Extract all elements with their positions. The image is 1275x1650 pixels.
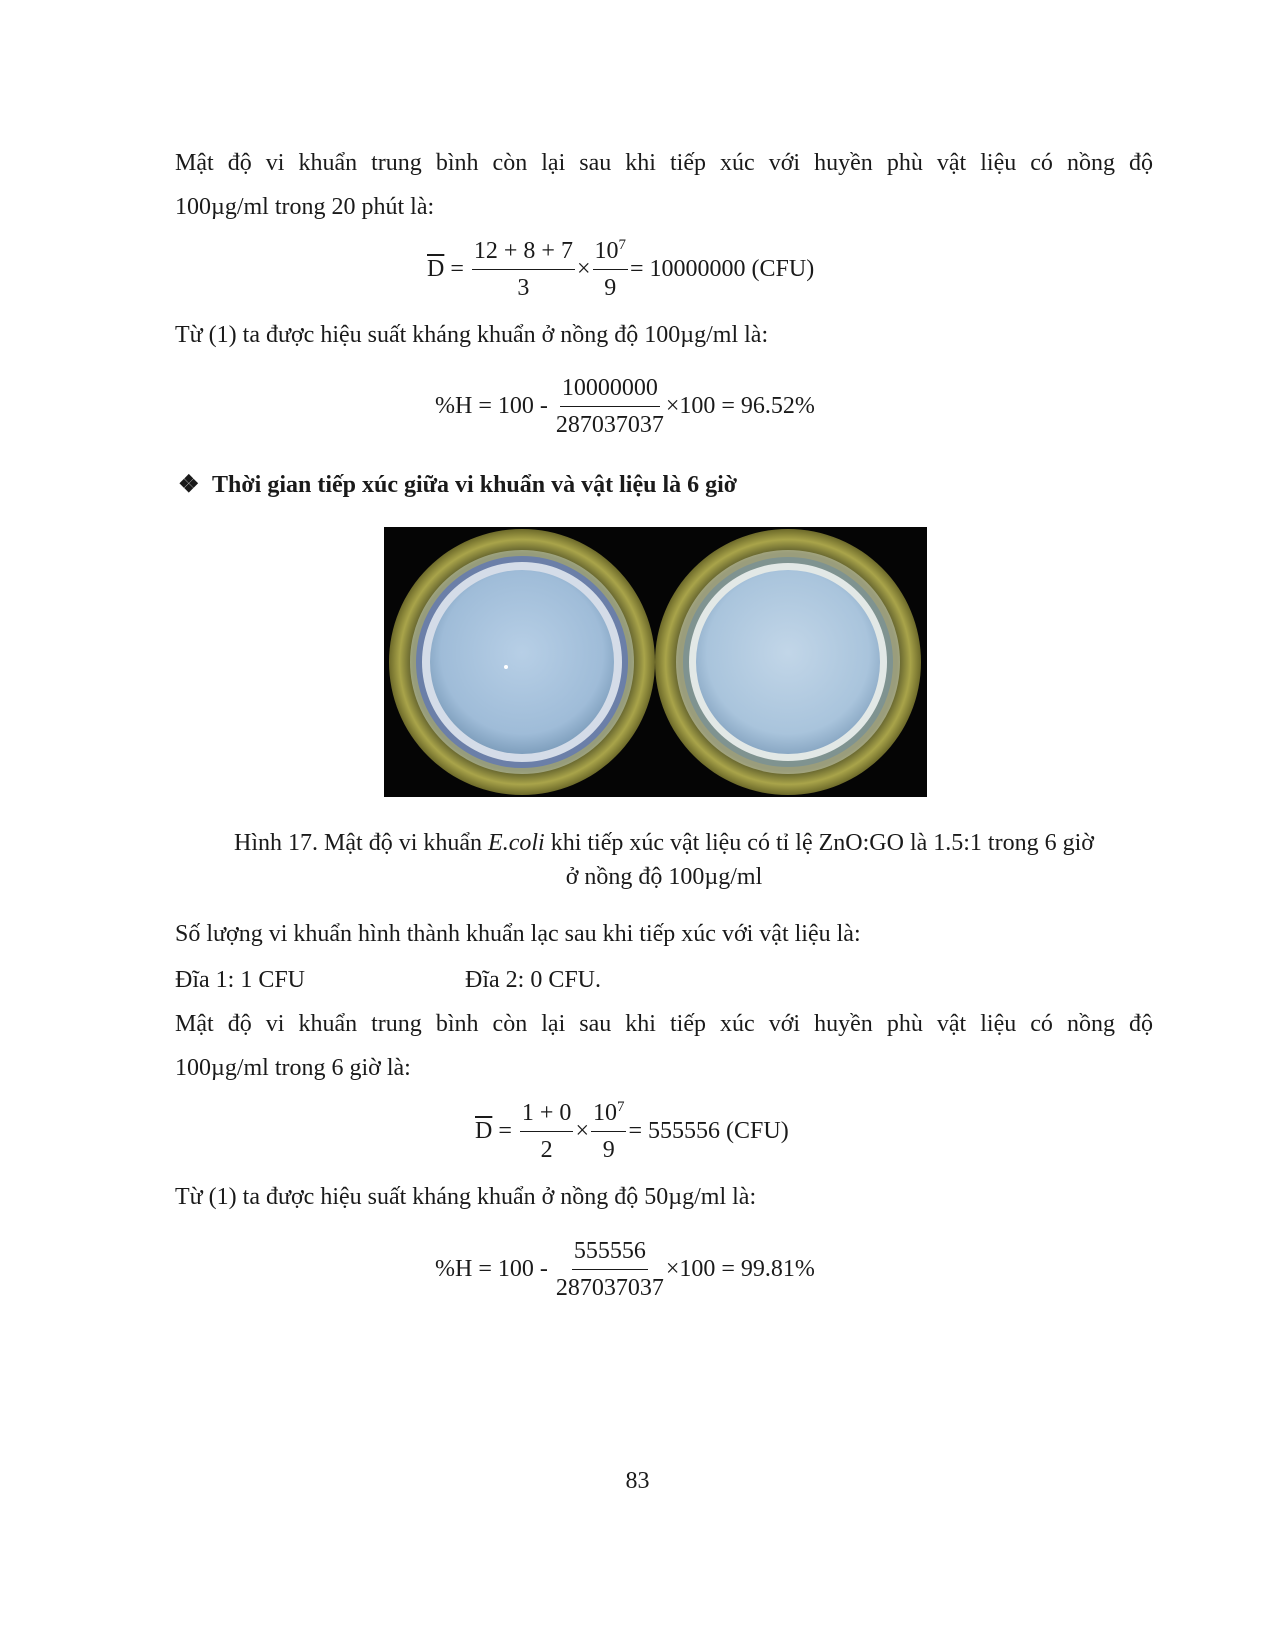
paragraph-colony-count: Số lượng vi khuẩn hình thành khuẩn lạc sau khi tiếp xúc với vật liệu là: (175, 921, 861, 947)
equation-result: = 555556 (CFU) (628, 1118, 789, 1144)
paragraph-density-6h-line1: Mật độ vi khuẩn trung bình còn lại sau khi tiếp xúc với huyền phù vật liệu có nồng độ (175, 1011, 1153, 1037)
paragraph-efficiency-100: Từ (1) ta được hiệu suất kháng khuẩn ở nồng độ 100µg/ml là: (175, 322, 769, 348)
fraction-colony-average (520, 1098, 574, 1165)
plate-2-count: Đĩa 2: 0 CFU. (465, 967, 602, 993)
fraction-denominator: 9 (602, 1137, 615, 1163)
fraction-numerator: $10^7$ (591, 1098, 627, 1132)
page-number: 83 (625, 1468, 650, 1494)
paragraph-density-20min-line2: 100µg/ml trong 20 phút là: (175, 194, 435, 220)
equation-result: ×100 = 99.81% (665, 1256, 815, 1282)
figure-caption-line2: ở nồng độ 100µg/ml (565, 864, 763, 890)
fraction-numerator: 10000000 (560, 373, 660, 407)
fraction-dilution (593, 236, 629, 303)
equation-density-20min (427, 236, 814, 303)
petri-dishes-image (384, 527, 927, 797)
diamond-bullet-icon: ❖ (178, 472, 200, 498)
equation-efficiency-96 (435, 373, 815, 440)
equation-result: ×100 = 96.52% (665, 393, 815, 419)
equation-times: × (575, 1118, 589, 1144)
petri-dish-2 (655, 529, 921, 795)
fraction-density-ratio (556, 373, 664, 440)
figure-petri-dishes (384, 527, 927, 797)
paragraph-efficiency-50: Từ (1) ta được hiệu suất kháng khuẩn ở nồng độ 50µg/ml là: (175, 1184, 757, 1210)
fraction-denominator: 287037037 (555, 412, 664, 438)
fraction-denominator: 9 (604, 275, 617, 301)
fraction-numerator: $10^7$ (593, 236, 629, 270)
paragraph-density-20min-line1: Mật độ vi khuẩn trung bình còn lại sau khi tiếp xúc với huyền phù vật liệu có nồng độ (175, 150, 1153, 176)
equation-equals: = (450, 256, 464, 282)
equation-equals: = (498, 1118, 512, 1144)
fraction-denominator: 2 (540, 1137, 553, 1163)
fraction-numerator: 12 + 8 + 7 (472, 236, 575, 270)
equation-efficiency-99 (435, 1236, 815, 1303)
paragraph-density-6h-line2: 100µg/ml trong 6 giờ là: (175, 1055, 411, 1081)
equation-lhs-dbar: $\overline{D}$ (475, 1118, 493, 1144)
fraction-colony-average (472, 236, 575, 303)
fraction-denominator: 287037037 (555, 1275, 664, 1301)
fraction-dilution (591, 1098, 627, 1165)
equation-times: × (576, 256, 591, 282)
equation-density-6h (475, 1098, 789, 1165)
plate-1-count: Đĩa 1: 1 CFU (175, 967, 306, 993)
equation-lhs: %H = 100 - (435, 393, 548, 419)
fraction-numerator: 555556 (572, 1236, 648, 1270)
fraction-density-ratio (556, 1236, 664, 1303)
equation-lhs: %H = 100 - (435, 1256, 548, 1282)
figure-caption-line1: Hình 17. Mật độ vi khuẩn E.coli khi tiếp xúc vật liệu có tỉ lệ ZnO:GO là 1.5:1 trong 6 giờ (234, 830, 1094, 856)
fraction-denominator: 3 (517, 275, 530, 301)
equation-lhs-dbar: $\overline{D}$ (427, 256, 445, 282)
petri-dish-1 (389, 529, 655, 795)
fraction-numerator: 1 + 0 (520, 1098, 574, 1132)
heading-text: Thời gian tiếp xúc giữa vi khuẩn và vật liệu là 6 giờ (212, 472, 738, 498)
equation-result: = 10000000 (CFU) (630, 256, 815, 282)
section-heading-6h (178, 470, 737, 500)
